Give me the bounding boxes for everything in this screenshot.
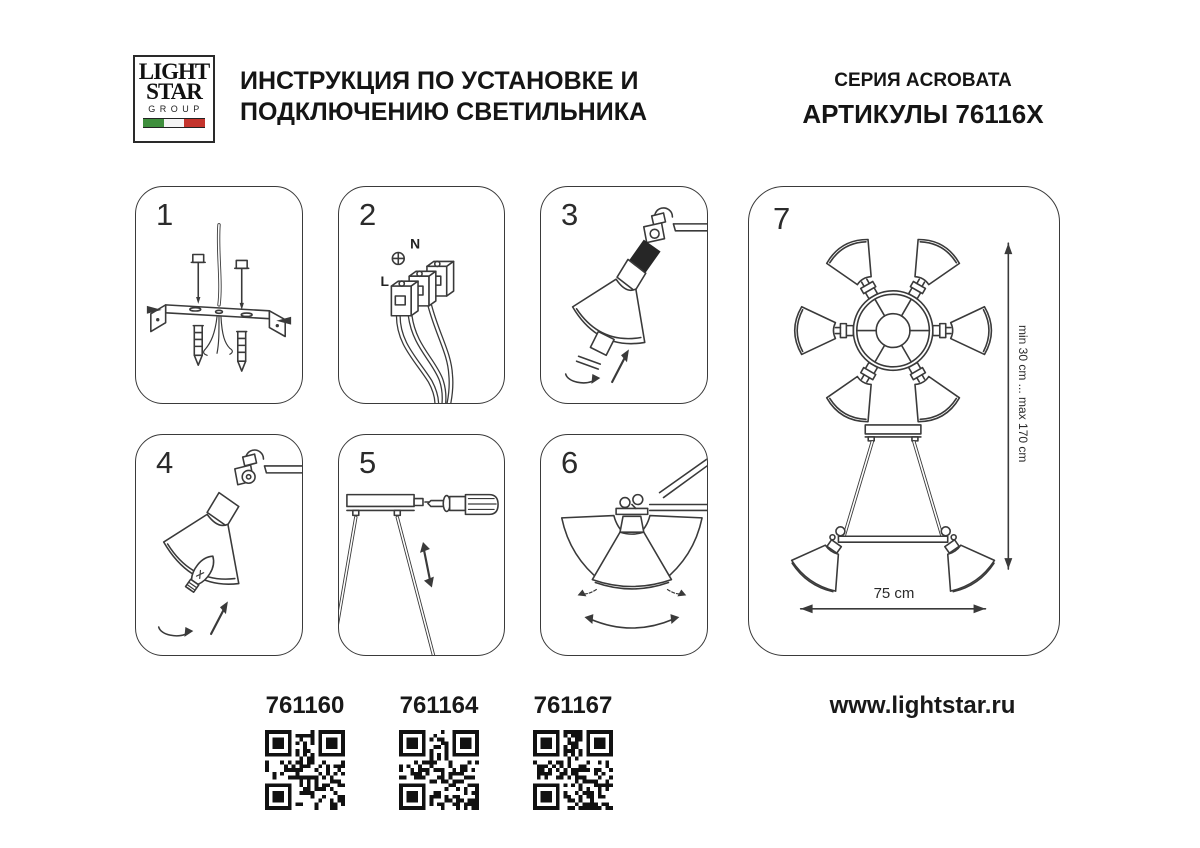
height-dimension-arrow [1004, 243, 1012, 569]
article-code: 761167 [533, 692, 613, 719]
terminal-block [391, 261, 453, 315]
lamp-arm [644, 208, 707, 243]
step-number: 4 [156, 445, 174, 480]
live-label: L [380, 273, 389, 290]
rotate-arrow [159, 627, 194, 637]
step-2-panel [338, 186, 505, 404]
direction-arrow [211, 601, 228, 634]
swivel-hint-arrows [578, 589, 687, 596]
mounting-bracket [151, 305, 285, 337]
step-number: 5 [359, 445, 377, 480]
ceiling-wire [204, 225, 233, 355]
height-dimension-label: min 30 cm ... max 170 cm [1016, 325, 1030, 463]
page-title [240, 66, 647, 128]
logo-text: STAR [146, 79, 202, 104]
lamp-shade [573, 259, 646, 343]
suspension-wires [339, 517, 434, 655]
wall-anchor [193, 326, 246, 371]
step-number: 2 [359, 197, 377, 232]
website-url: www.lightstar.ru [829, 692, 1016, 719]
width-dimension-arrow [801, 604, 986, 613]
step-6-panel [540, 434, 708, 656]
step-7-panel [748, 186, 1060, 656]
article-column [369, 692, 509, 810]
direction-arrow [612, 349, 629, 382]
earth-icon [392, 253, 404, 265]
series-block [798, 70, 1048, 130]
article-code: 761160 [265, 692, 345, 719]
up-down-arrow [420, 542, 434, 587]
step-number: 3 [561, 197, 579, 232]
wires [398, 306, 451, 403]
swivel-joint [616, 495, 648, 515]
qr-code [533, 730, 613, 810]
articles-label: АРТИКУЛЫ 76116X [802, 99, 1044, 129]
neutral-label: N [410, 235, 421, 252]
title-line-1: ИНСТРУКЦИЯ ПО УСТАНОВКЕ И [240, 67, 639, 95]
article-column [235, 692, 375, 810]
qr-code [265, 730, 345, 810]
lamp-arm [650, 459, 707, 510]
logo-text: LIGHT [138, 59, 210, 84]
lightstar-logo [133, 55, 215, 143]
logo-text: GROUP [148, 104, 204, 114]
rotate-arrow [566, 374, 601, 384]
article-column [503, 692, 643, 810]
ceiling-plate [347, 495, 429, 516]
step-3-panel [540, 186, 708, 404]
pendant-side-view [788, 425, 999, 597]
socket-ring [577, 332, 615, 370]
step-number: 7 [773, 201, 791, 236]
chandelier-top-view [795, 233, 992, 427]
italian-flag-icon [143, 118, 205, 128]
screwdriver [428, 495, 498, 515]
title-line-2: ПОДКЛЮЧЕНИЮ СВЕТИЛЬНИКА [240, 98, 648, 126]
step-4-panel [135, 434, 303, 656]
lamp-arm [235, 450, 302, 485]
width-dimension-label: 75 cm [873, 585, 915, 602]
flag-red [184, 119, 205, 127]
step-number: 1 [156, 197, 174, 232]
article-code: 761164 [399, 692, 479, 719]
rotate-range-arrow [584, 614, 679, 628]
flag-green [143, 119, 164, 127]
qr-code [399, 730, 479, 810]
step-number: 6 [561, 445, 579, 480]
chandelier-arm [795, 233, 992, 427]
flag-white [164, 119, 185, 127]
series-label: СЕРИЯ ACROBATA [834, 70, 1012, 91]
step-1-panel [135, 186, 303, 404]
step-5-panel [338, 434, 505, 656]
